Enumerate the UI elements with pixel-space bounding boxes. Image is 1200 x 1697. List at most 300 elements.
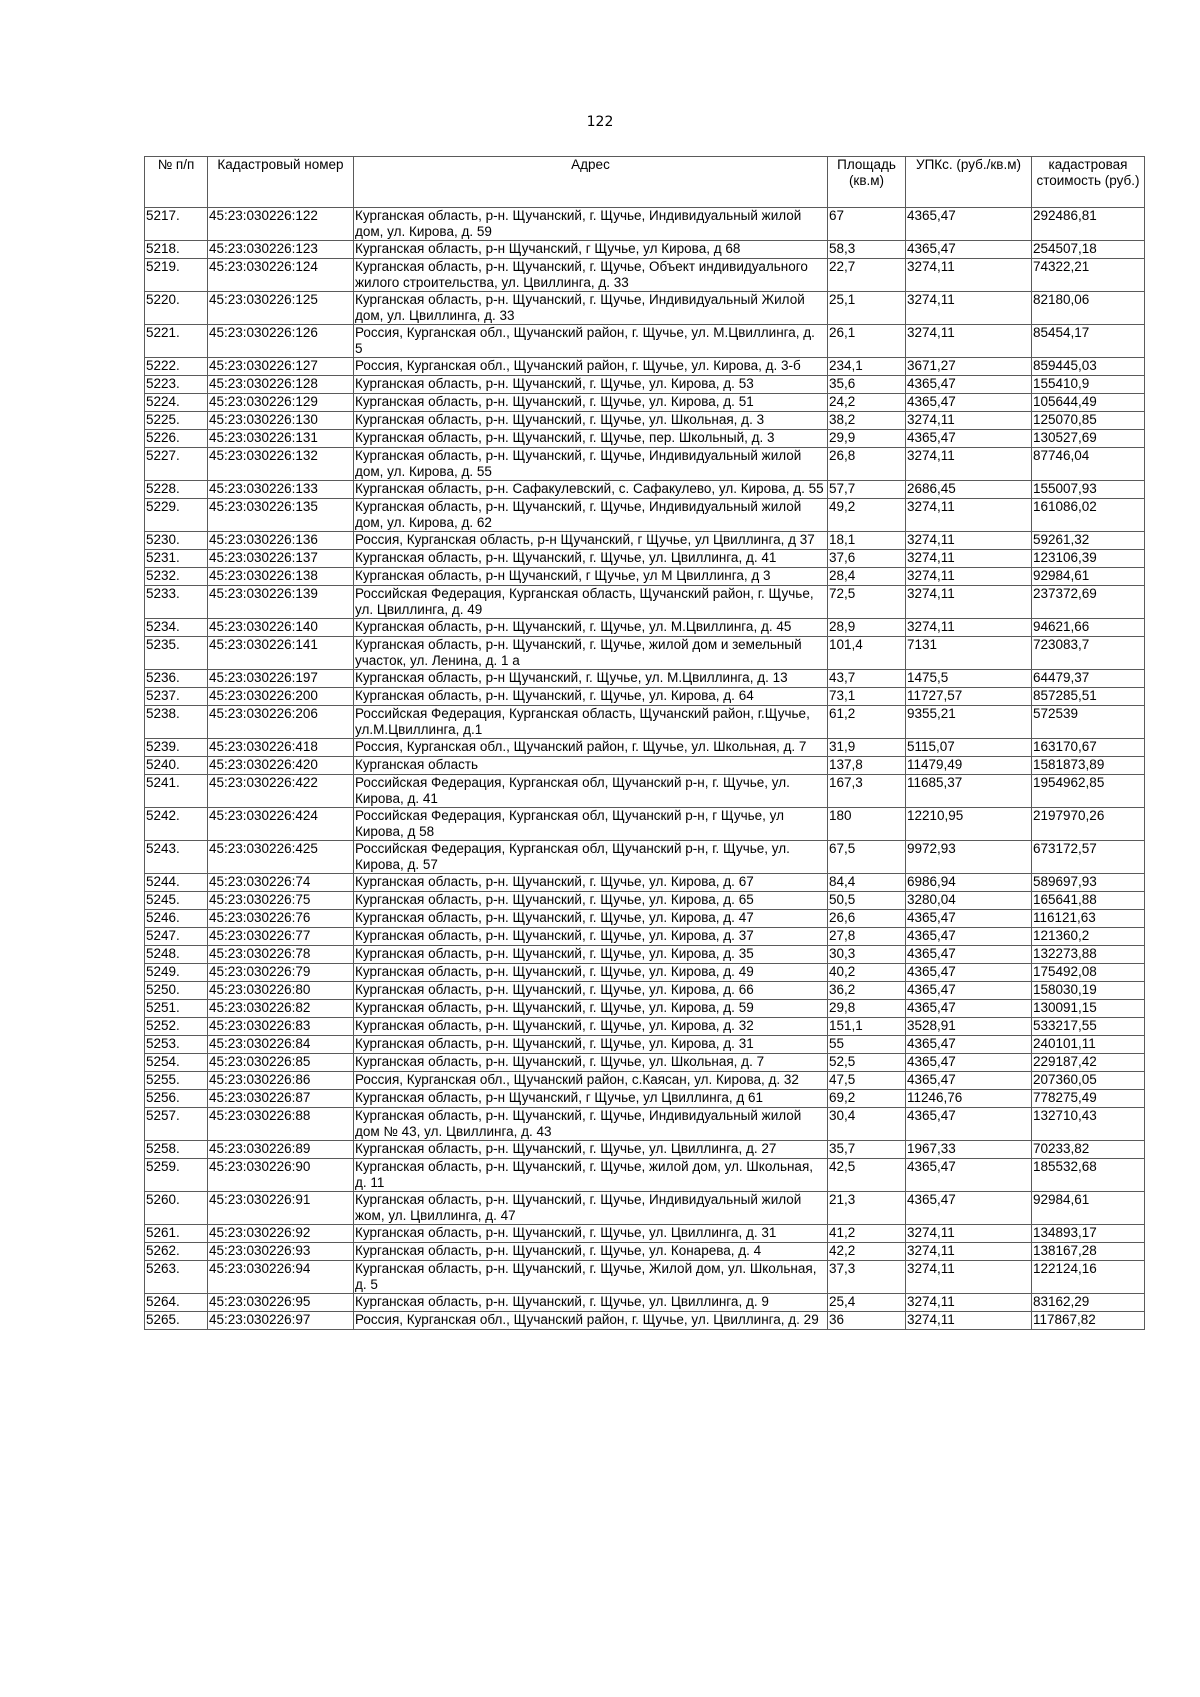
row-upks: 4365,47	[906, 376, 1032, 394]
row-cadastral-value: 723083,7	[1032, 637, 1145, 670]
row-num: 5264.	[145, 1294, 208, 1312]
row-address: Курганская область, р-н. Щучанский, г. Щучье, ул. Кирова, д. 47	[354, 910, 828, 928]
row-upks: 3274,11	[906, 1243, 1032, 1261]
row-area: 101,4	[828, 637, 906, 670]
row-address: Россия, Курганская обл., Щучанский район, с.Каясан, ул. Кирова, д. 32	[354, 1072, 828, 1090]
table-row	[145, 292, 1145, 325]
row-num: 5265.	[145, 1312, 208, 1330]
row-address: Курганская область, р-н. Щучанский, г. Щучье, ул. Цвиллинга, д. 31	[354, 1225, 828, 1243]
row-upks: 4365,47	[906, 241, 1032, 259]
row-upks: 2686,45	[906, 481, 1032, 499]
row-address: Курганская область, р-н. Щучанский, г. Щучье, ул. Кирова, д. 53	[354, 376, 828, 394]
row-cadastral-value: 237372,69	[1032, 586, 1145, 619]
row-area: 35,7	[828, 1141, 906, 1159]
table-row	[145, 1018, 1145, 1036]
row-num: 5221.	[145, 325, 208, 358]
row-area: 58,3	[828, 241, 906, 259]
table-row	[145, 892, 1145, 910]
table-row	[145, 1225, 1145, 1243]
row-cadastral-number: 45:23:030226:140	[208, 619, 354, 637]
row-area: 38,2	[828, 412, 906, 430]
row-upks: 11727,57	[906, 688, 1032, 706]
row-area: 50,5	[828, 892, 906, 910]
row-num: 5233.	[145, 586, 208, 619]
row-area: 24,2	[828, 394, 906, 412]
row-upks: 4365,47	[906, 208, 1032, 241]
table-row	[145, 706, 1145, 739]
row-address: Курганская область, р-н. Щучанский, г. Щучье, ул. Кирова, д. 37	[354, 928, 828, 946]
table-body	[145, 208, 1145, 1330]
row-cadastral-value: 59261,32	[1032, 532, 1145, 550]
row-upks: 4365,47	[906, 1192, 1032, 1225]
row-num: 5263.	[145, 1261, 208, 1294]
row-area: 36	[828, 1312, 906, 1330]
row-upks: 1967,33	[906, 1141, 1032, 1159]
row-num: 5252.	[145, 1018, 208, 1036]
row-cadastral-number: 45:23:030226:135	[208, 499, 354, 532]
row-cadastral-number: 45:23:030226:138	[208, 568, 354, 586]
row-num: 5234.	[145, 619, 208, 637]
row-area: 61,2	[828, 706, 906, 739]
row-area: 84,4	[828, 874, 906, 892]
row-area: 137,8	[828, 757, 906, 775]
row-upks: 11685,37	[906, 775, 1032, 808]
row-area: 25,4	[828, 1294, 906, 1312]
row-cadastral-value: 64479,37	[1032, 670, 1145, 688]
row-cadastral-value: 185532,68	[1032, 1159, 1145, 1192]
row-cadastral-value: 92984,61	[1032, 568, 1145, 586]
row-cadastral-number: 45:23:030226:89	[208, 1141, 354, 1159]
row-upks: 4365,47	[906, 1036, 1032, 1054]
row-address: Курганская область, р-н. Щучанский, г. Щучье, Объект индивидуального жилого строительства, ул. Цвиллинга, д. 33	[354, 259, 828, 292]
row-area: 25,1	[828, 292, 906, 325]
row-upks: 9972,93	[906, 841, 1032, 874]
row-num: 5231.	[145, 550, 208, 568]
row-cadastral-value: 175492,08	[1032, 964, 1145, 982]
row-address: Россия, Курганская обл., Щучанский район, г. Щучье, ул. Кирова, д. 3-б	[354, 358, 828, 376]
row-num: 5247.	[145, 928, 208, 946]
row-address: Курганская область, р-н. Щучанский, г. Щучье, Индивидуальный жилой дом, ул. Кирова, д. 59	[354, 208, 828, 241]
row-upks: 4365,47	[906, 964, 1032, 982]
table-row	[145, 499, 1145, 532]
row-cadastral-number: 45:23:030226:92	[208, 1225, 354, 1243]
row-upks: 3280,04	[906, 892, 1032, 910]
row-cadastral-number: 45:23:030226:74	[208, 874, 354, 892]
row-num: 5223.	[145, 376, 208, 394]
row-cadastral-number: 45:23:030226:77	[208, 928, 354, 946]
row-cadastral-number: 45:23:030226:79	[208, 964, 354, 982]
header-area: Площадь (кв.м)	[828, 157, 906, 208]
row-cadastral-value: 70233,82	[1032, 1141, 1145, 1159]
table-row	[145, 1000, 1145, 1018]
row-cadastral-number: 45:23:030226:86	[208, 1072, 354, 1090]
row-cadastral-number: 45:23:030226:133	[208, 481, 354, 499]
row-cadastral-value: 572539	[1032, 706, 1145, 739]
row-address: Курганская область, р-н. Щучанский, г. Щучье, ул. Цвиллинга, д. 27	[354, 1141, 828, 1159]
table-row	[145, 775, 1145, 808]
row-address: Курганская область, р-н. Щучанский, г. Щучье, ул. Школьная, д. 7	[354, 1054, 828, 1072]
table-row	[145, 841, 1145, 874]
row-address: Курганская область, р-н. Щучанский, г. Щучье, ул. Кирова, д. 32	[354, 1018, 828, 1036]
row-cadastral-value: 130091,15	[1032, 1000, 1145, 1018]
row-address: Курганская область, р-н. Щучанский, г. Щучье, ул. Конарева, д. 4	[354, 1243, 828, 1261]
row-cadastral-value: 138167,28	[1032, 1243, 1145, 1261]
row-cadastral-value: 857285,51	[1032, 688, 1145, 706]
row-cadastral-value: 117867,82	[1032, 1312, 1145, 1330]
row-upks: 9355,21	[906, 706, 1032, 739]
row-upks: 4365,47	[906, 946, 1032, 964]
row-cadastral-number: 45:23:030226:139	[208, 586, 354, 619]
row-upks: 3274,11	[906, 619, 1032, 637]
table-row	[145, 1072, 1145, 1090]
row-address: Курганская область, р-н. Щучанский, г. Щучье, ул. Кирова, д. 51	[354, 394, 828, 412]
table-row	[145, 550, 1145, 568]
row-area: 36,2	[828, 982, 906, 1000]
table-row	[145, 568, 1145, 586]
row-area: 234,1	[828, 358, 906, 376]
row-cadastral-value: 87746,04	[1032, 448, 1145, 481]
row-num: 5244.	[145, 874, 208, 892]
row-num: 5249.	[145, 964, 208, 982]
row-num: 5222.	[145, 358, 208, 376]
row-num: 5235.	[145, 637, 208, 670]
row-cadastral-number: 45:23:030226:125	[208, 292, 354, 325]
row-num: 5232.	[145, 568, 208, 586]
row-cadastral-value: 240101,11	[1032, 1036, 1145, 1054]
table-row	[145, 637, 1145, 670]
row-address: Курганская область, р-н. Щучанский, г. Щучье, Индивидуальный жилой дом № 43, ул. Цвиллинга, д. 43	[354, 1108, 828, 1141]
row-upks: 11479,49	[906, 757, 1032, 775]
row-cadastral-value: 155410,9	[1032, 376, 1145, 394]
row-address: Курганская область, р-н Щучанский, г. Щучье, ул. М.Цвиллинга, д. 13	[354, 670, 828, 688]
row-cadastral-number: 45:23:030226:126	[208, 325, 354, 358]
row-upks: 4365,47	[906, 928, 1032, 946]
row-cadastral-number: 45:23:030226:141	[208, 637, 354, 670]
row-area: 41,2	[828, 1225, 906, 1243]
row-cadastral-number: 45:23:030226:90	[208, 1159, 354, 1192]
row-cadastral-number: 45:23:030226:131	[208, 430, 354, 448]
table-row	[145, 481, 1145, 499]
row-address: Курганская область, р-н. Сафакулевский, с. Сафакулево, ул. Кирова, д. 55	[354, 481, 828, 499]
table-row	[145, 1141, 1145, 1159]
row-num: 5229.	[145, 499, 208, 532]
row-address: Курганская область, р-н. Щучанский, г. Щучье, ул. Кирова, д. 35	[354, 946, 828, 964]
row-cadastral-value: 589697,93	[1032, 874, 1145, 892]
row-cadastral-number: 45:23:030226:136	[208, 532, 354, 550]
row-cadastral-number: 45:23:030226:97	[208, 1312, 354, 1330]
row-cadastral-value: 122124,16	[1032, 1261, 1145, 1294]
row-area: 28,4	[828, 568, 906, 586]
row-address: Курганская область, р-н. Щучанский, г. Щучье, пер. Школьный, д. 3	[354, 430, 828, 448]
row-cadastral-number: 45:23:030226:94	[208, 1261, 354, 1294]
row-cadastral-value: 116121,63	[1032, 910, 1145, 928]
table-row	[145, 1159, 1145, 1192]
row-cadastral-value: 165641,88	[1032, 892, 1145, 910]
table-row	[145, 874, 1145, 892]
row-cadastral-value: 292486,81	[1032, 208, 1145, 241]
row-area: 42,5	[828, 1159, 906, 1192]
table-row	[145, 910, 1145, 928]
row-area: 26,6	[828, 910, 906, 928]
row-address: Курганская область, р-н. Щучанский, г. Щучье, ул. Кирова, д. 65	[354, 892, 828, 910]
row-upks: 7131	[906, 637, 1032, 670]
row-cadastral-value: 155007,93	[1032, 481, 1145, 499]
row-cadastral-value: 105644,49	[1032, 394, 1145, 412]
table-row	[145, 928, 1145, 946]
row-area: 52,5	[828, 1054, 906, 1072]
row-area: 67	[828, 208, 906, 241]
row-address: Россия, Курганская обл., Щучанский район, г. Щучье, ул. М.Цвиллинга, д. 5	[354, 325, 828, 358]
row-upks: 3274,11	[906, 1312, 1032, 1330]
row-num: 5257.	[145, 1108, 208, 1141]
row-num: 5237.	[145, 688, 208, 706]
row-cadastral-value: 130527,69	[1032, 430, 1145, 448]
row-cadastral-number: 45:23:030226:87	[208, 1090, 354, 1108]
row-cadastral-number: 45:23:030226:425	[208, 841, 354, 874]
row-area: 27,8	[828, 928, 906, 946]
row-address: Курганская область, р-н. Щучанский, г. Щучье, Индивидуальный жилой дом, ул. Кирова, д. 55	[354, 448, 828, 481]
row-num: 5259.	[145, 1159, 208, 1192]
row-area: 69,2	[828, 1090, 906, 1108]
row-num: 5251.	[145, 1000, 208, 1018]
row-upks: 3274,11	[906, 532, 1032, 550]
row-address: Курганская область	[354, 757, 828, 775]
row-address: Курганская область, р-н Щучанский, г Щучье, ул Кирова, д 68	[354, 241, 828, 259]
table-row	[145, 1108, 1145, 1141]
row-area: 26,8	[828, 448, 906, 481]
row-cadastral-number: 45:23:030226:127	[208, 358, 354, 376]
row-cadastral-number: 45:23:030226:200	[208, 688, 354, 706]
row-upks: 3274,11	[906, 325, 1032, 358]
row-area: 37,3	[828, 1261, 906, 1294]
row-area: 57,7	[828, 481, 906, 499]
row-upks: 3274,11	[906, 448, 1032, 481]
row-cadastral-value: 121360,2	[1032, 928, 1145, 946]
row-area: 151,1	[828, 1018, 906, 1036]
row-cadastral-number: 45:23:030226:420	[208, 757, 354, 775]
table-row	[145, 1243, 1145, 1261]
row-cadastral-number: 45:23:030226:82	[208, 1000, 354, 1018]
row-cadastral-number: 45:23:030226:137	[208, 550, 354, 568]
row-address: Курганская область, р-н. Щучанский, г. Щучье, жилой дом, ул. Школьная, д. 11	[354, 1159, 828, 1192]
row-cadastral-value: 74322,21	[1032, 259, 1145, 292]
row-area: 35,6	[828, 376, 906, 394]
row-address: Курганская область, р-н. Щучанский, г. Щучье, ул. Кирова, д. 31	[354, 1036, 828, 1054]
row-address: Российская Федерация, Курганская область, Щучанский район, г. Щучье, ул. Цвиллинга, д. 49	[354, 586, 828, 619]
table-row	[145, 1261, 1145, 1294]
row-area: 22,7	[828, 259, 906, 292]
table-row	[145, 586, 1145, 619]
row-cadastral-number: 45:23:030226:130	[208, 412, 354, 430]
row-cadastral-number: 45:23:030226:84	[208, 1036, 354, 1054]
row-upks: 4365,47	[906, 910, 1032, 928]
row-num: 5241.	[145, 775, 208, 808]
row-upks: 4365,47	[906, 394, 1032, 412]
row-address: Курганская область, р-н. Щучанский, г. Щучье, ул. Школьная, д. 3	[354, 412, 828, 430]
row-area: 31,9	[828, 739, 906, 757]
row-num: 5261.	[145, 1225, 208, 1243]
row-cadastral-value: 82180,06	[1032, 292, 1145, 325]
row-cadastral-value: 778275,49	[1032, 1090, 1145, 1108]
row-cadastral-number: 45:23:030226:95	[208, 1294, 354, 1312]
row-cadastral-number: 45:23:030226:88	[208, 1108, 354, 1141]
row-upks: 1475,5	[906, 670, 1032, 688]
row-address: Курганская область, р-н. Щучанский, г. Щучье, ул. Цвиллинга, д. 9	[354, 1294, 828, 1312]
row-cadastral-number: 45:23:030226:424	[208, 808, 354, 841]
row-area: 180	[828, 808, 906, 841]
table-row	[145, 1312, 1145, 1330]
row-num: 5220.	[145, 292, 208, 325]
row-area: 167,3	[828, 775, 906, 808]
cadastral-value-table	[144, 156, 1145, 1330]
row-address: Курганская область, р-н. Щучанский, г. Щучье, ул. Кирова, д. 66	[354, 982, 828, 1000]
row-area: 37,6	[828, 550, 906, 568]
row-upks: 6986,94	[906, 874, 1032, 892]
table-row	[145, 1294, 1145, 1312]
row-upks: 3528,91	[906, 1018, 1032, 1036]
row-upks: 3274,11	[906, 292, 1032, 325]
row-num: 5258.	[145, 1141, 208, 1159]
row-area: 55	[828, 1036, 906, 1054]
row-upks: 3274,11	[906, 550, 1032, 568]
row-cadastral-number: 45:23:030226:93	[208, 1243, 354, 1261]
row-cadastral-value: 161086,02	[1032, 499, 1145, 532]
row-area: 40,2	[828, 964, 906, 982]
row-address: Курганская область, р-н. Щучанский, г. Щучье, ул. Цвиллинга, д. 41	[354, 550, 828, 568]
row-cadastral-number: 45:23:030226:132	[208, 448, 354, 481]
table-row	[145, 808, 1145, 841]
row-area: 18,1	[828, 532, 906, 550]
row-area: 49,2	[828, 499, 906, 532]
table-row	[145, 964, 1145, 982]
row-cadastral-value: 207360,05	[1032, 1072, 1145, 1090]
row-num: 5238.	[145, 706, 208, 739]
table-row	[145, 412, 1145, 430]
row-upks: 3274,11	[906, 1294, 1032, 1312]
table-row	[145, 688, 1145, 706]
row-cadastral-number: 45:23:030226:78	[208, 946, 354, 964]
row-num: 5225.	[145, 412, 208, 430]
row-num: 5260.	[145, 1192, 208, 1225]
row-cadastral-number: 45:23:030226:80	[208, 982, 354, 1000]
row-address: Российская Федерация, Курганская обл, Щучанский р-н, г. Щучье, ул. Кирова, д. 41	[354, 775, 828, 808]
row-upks: 4365,47	[906, 1108, 1032, 1141]
row-cadastral-value: 132273,88	[1032, 946, 1145, 964]
row-address: Россия, Курганская обл., Щучанский район, г. Щучье, ул. Цвиллинга, д. 29	[354, 1312, 828, 1330]
table-row	[145, 259, 1145, 292]
row-cadastral-number: 45:23:030226:197	[208, 670, 354, 688]
row-cadastral-value: 92984,61	[1032, 1192, 1145, 1225]
row-num: 5240.	[145, 757, 208, 775]
table-row	[145, 1054, 1145, 1072]
row-num: 5218.	[145, 241, 208, 259]
row-upks: 4365,47	[906, 1054, 1032, 1072]
row-num: 5262.	[145, 1243, 208, 1261]
row-address: Курганская область, р-н. Щучанский, г. Щучье, ул. М.Цвиллинга, д. 45	[354, 619, 828, 637]
row-area: 28,9	[828, 619, 906, 637]
row-cadastral-value: 134893,17	[1032, 1225, 1145, 1243]
row-upks: 4365,47	[906, 430, 1032, 448]
row-cadastral-number: 45:23:030226:206	[208, 706, 354, 739]
row-upks: 3274,11	[906, 412, 1032, 430]
table-row	[145, 376, 1145, 394]
row-address: Курганская область, р-н Щучанский, г Щучье, ул М Цвиллинга, д 3	[354, 568, 828, 586]
row-cadastral-value: 673172,57	[1032, 841, 1145, 874]
row-cadastral-value: 533217,55	[1032, 1018, 1145, 1036]
row-num: 5248.	[145, 946, 208, 964]
row-num: 5256.	[145, 1090, 208, 1108]
row-area: 26,1	[828, 325, 906, 358]
table-row	[145, 241, 1145, 259]
row-cadastral-number: 45:23:030226:124	[208, 259, 354, 292]
row-cadastral-value: 132710,43	[1032, 1108, 1145, 1141]
row-upks: 3274,11	[906, 586, 1032, 619]
table-row	[145, 670, 1145, 688]
row-num: 5236.	[145, 670, 208, 688]
row-cadastral-value: 94621,66	[1032, 619, 1145, 637]
row-num: 5254.	[145, 1054, 208, 1072]
page-number: 122	[586, 114, 614, 130]
row-cadastral-number: 45:23:030226:85	[208, 1054, 354, 1072]
row-cadastral-value: 158030,19	[1032, 982, 1145, 1000]
row-upks: 3274,11	[906, 1261, 1032, 1294]
table-row	[145, 739, 1145, 757]
table-row	[145, 1192, 1145, 1225]
row-area: 43,7	[828, 670, 906, 688]
header-num: № п/п	[145, 157, 208, 208]
row-num: 5242.	[145, 808, 208, 841]
row-cadastral-number: 45:23:030226:91	[208, 1192, 354, 1225]
row-address: Российская Федерация, Курганская обл, Щучанский р-н, г. Щучье, ул. Кирова, д. 57	[354, 841, 828, 874]
row-upks: 4365,47	[906, 982, 1032, 1000]
row-upks: 3671,27	[906, 358, 1032, 376]
table-row	[145, 394, 1145, 412]
row-address: Курганская область, р-н. Щучанский, г. Щучье, ул. Кирова, д. 49	[354, 964, 828, 982]
row-cadastral-value: 229187,42	[1032, 1054, 1145, 1072]
row-upks: 3274,11	[906, 259, 1032, 292]
row-cadastral-number: 45:23:030226:418	[208, 739, 354, 757]
row-cadastral-number: 45:23:030226:83	[208, 1018, 354, 1036]
row-num: 5224.	[145, 394, 208, 412]
row-upks: 11246,76	[906, 1090, 1032, 1108]
row-cadastral-number: 45:23:030226:128	[208, 376, 354, 394]
row-num: 5226.	[145, 430, 208, 448]
row-area: 67,5	[828, 841, 906, 874]
row-address: Курганская область, р-н. Щучанский, г. Щучье, Индивидуальный Жилой дом, ул. Цвиллинга, д. 33	[354, 292, 828, 325]
row-area: 42,2	[828, 1243, 906, 1261]
row-cadastral-value: 1954962,85	[1032, 775, 1145, 808]
row-area: 47,5	[828, 1072, 906, 1090]
header-cadastral-number: Кадастровый номер	[208, 157, 354, 208]
table-row	[145, 325, 1145, 358]
row-address: Курганская область, р-н. Щучанский, г. Щучье, ул. Кирова, д. 64	[354, 688, 828, 706]
row-address: Курганская область, р-н. Щучанский, г. Щучье, ул. Кирова, д. 67	[354, 874, 828, 892]
row-upks: 4365,47	[906, 1159, 1032, 1192]
row-cadastral-number: 45:23:030226:129	[208, 394, 354, 412]
row-upks: 3274,11	[906, 1225, 1032, 1243]
row-address: Курганская область, р-н. Щучанский, г. Щучье, Жилой дом, ул. Школьная, д. 5	[354, 1261, 828, 1294]
row-cadastral-value: 83162,29	[1032, 1294, 1145, 1312]
row-area: 21,3	[828, 1192, 906, 1225]
row-num: 5227.	[145, 448, 208, 481]
table-row	[145, 358, 1145, 376]
row-cadastral-number: 45:23:030226:123	[208, 241, 354, 259]
table-row	[145, 946, 1145, 964]
row-address: Курганская область, р-н. Щучанский, г. Щучье, Индивидуальный жилой дом, ул. Кирова, д. 62	[354, 499, 828, 532]
table-row	[145, 430, 1145, 448]
table-row	[145, 448, 1145, 481]
row-num: 5217.	[145, 208, 208, 241]
